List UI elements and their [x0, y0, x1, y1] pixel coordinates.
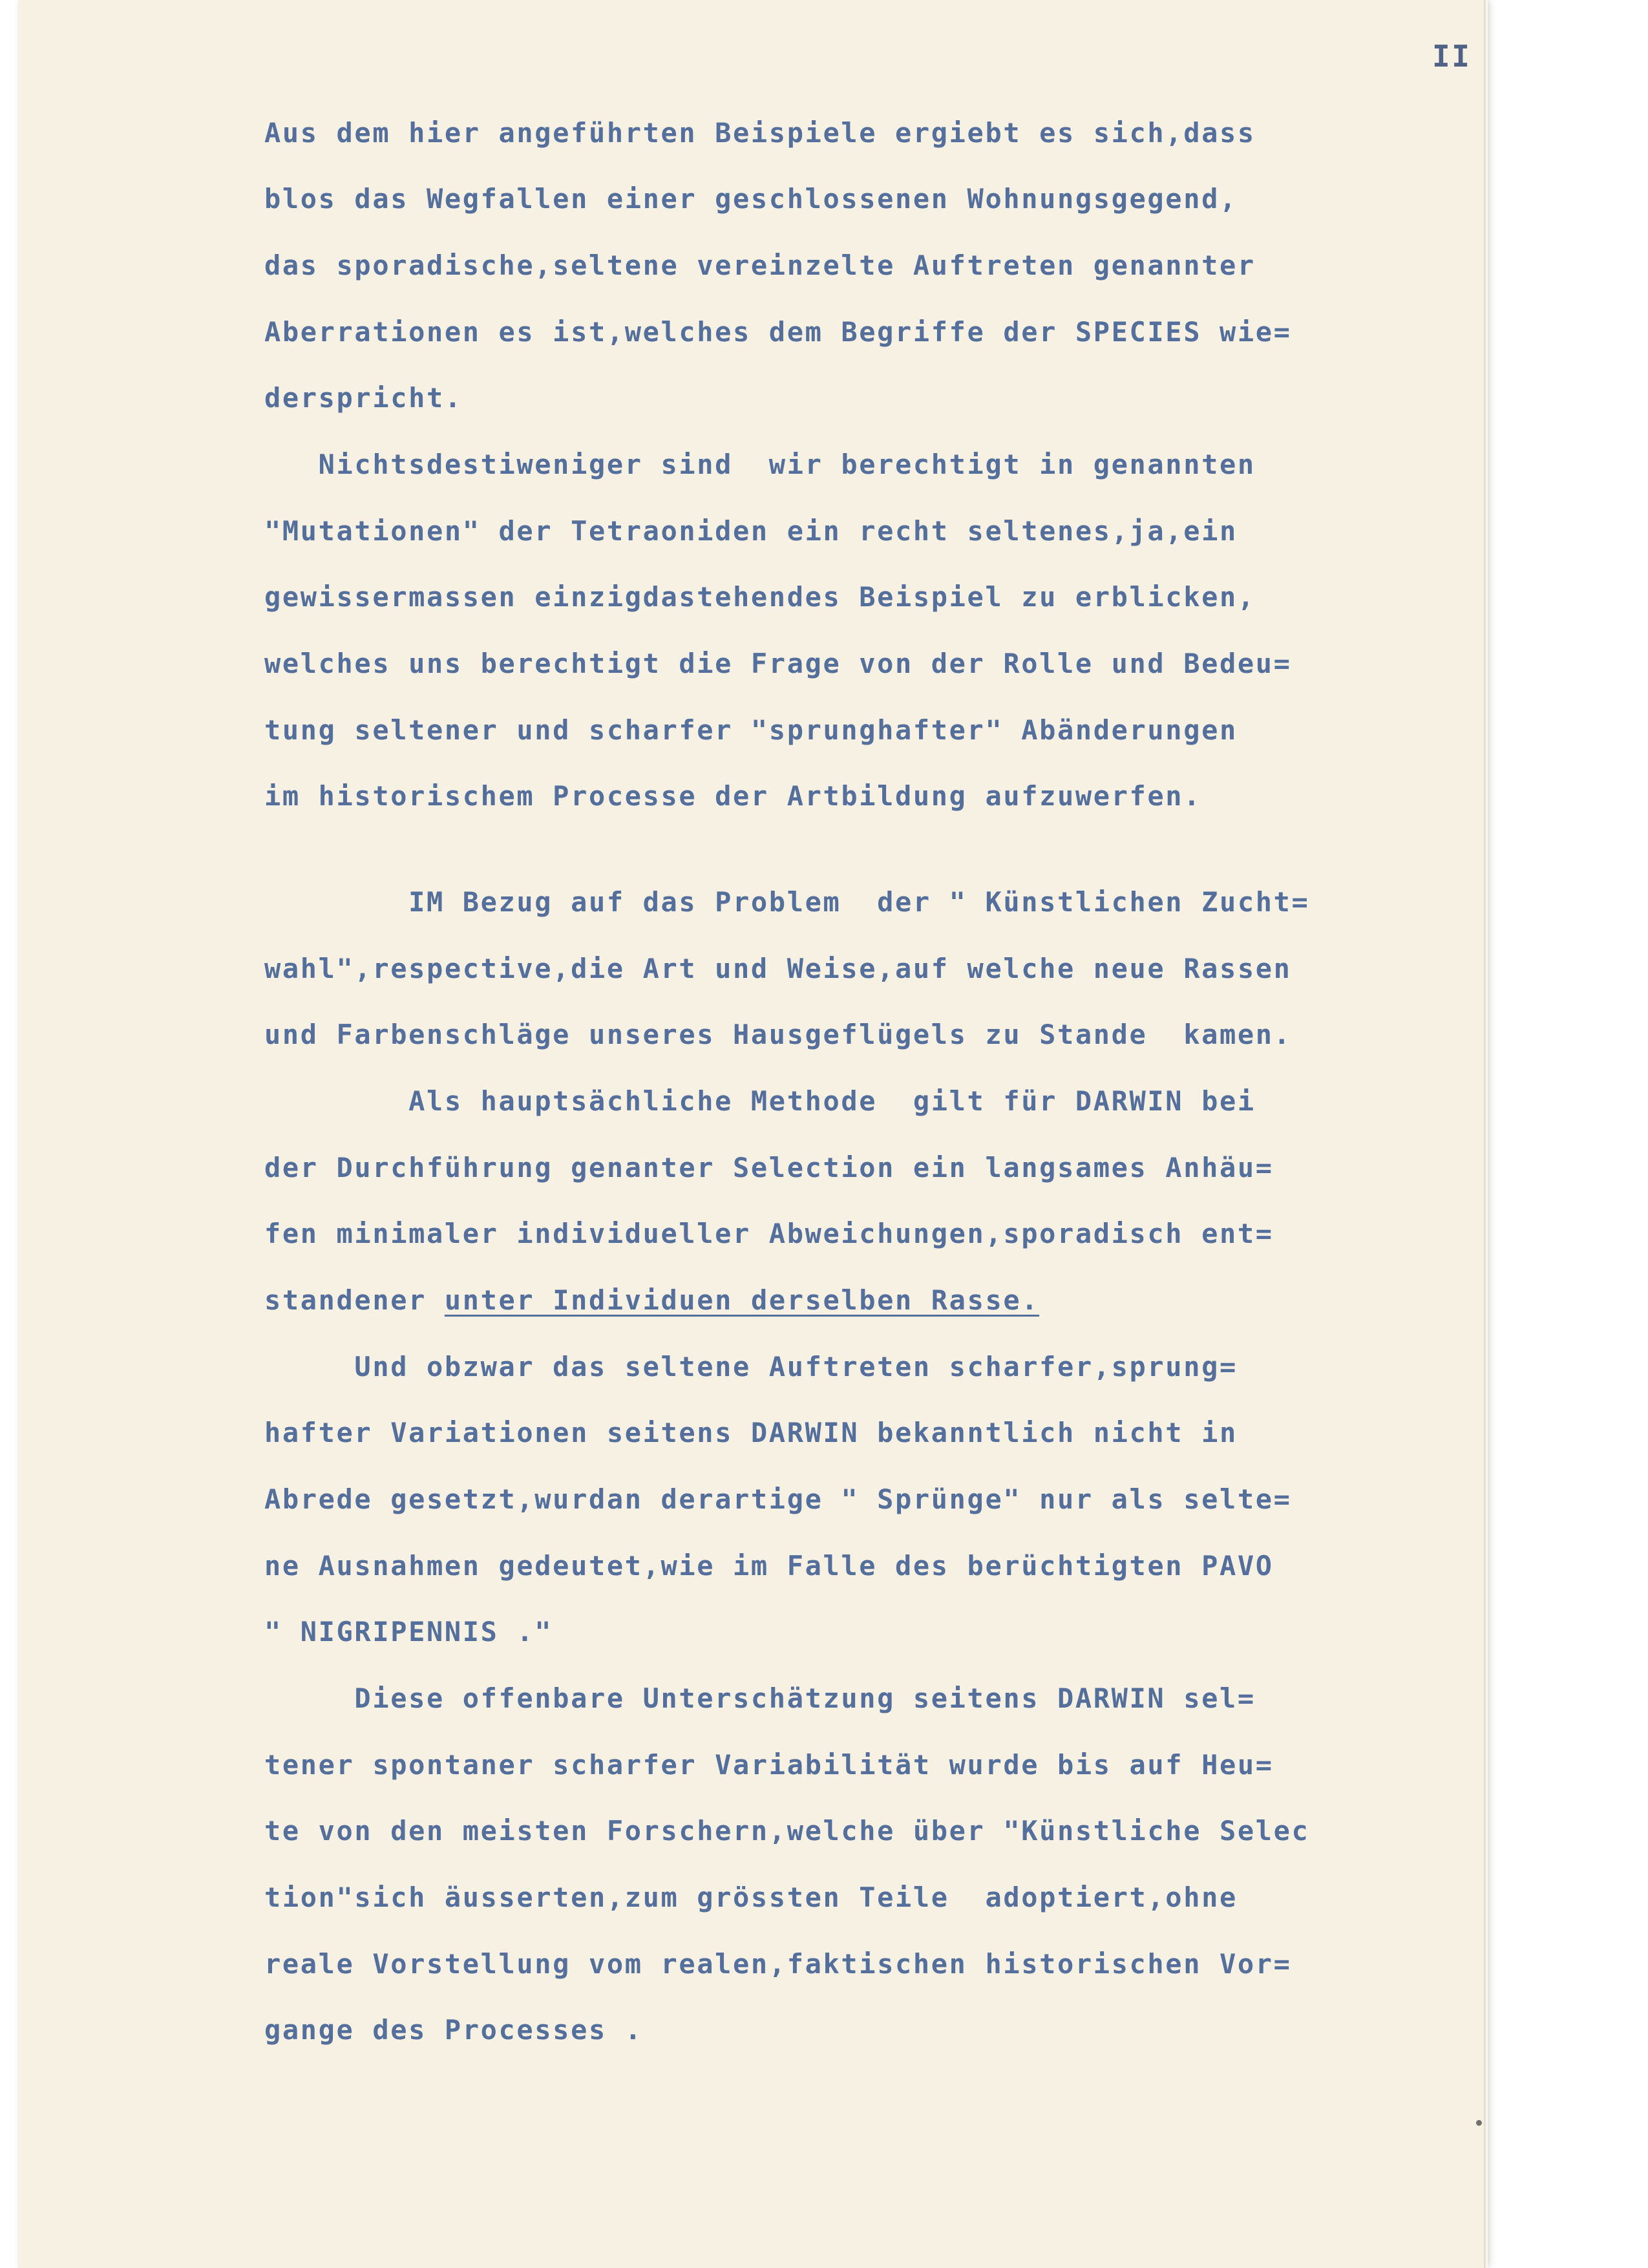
text-line: der Durchführung genanter Selection ein langsames Anhäu= — [264, 1152, 1274, 1183]
text-line: fen minimaler individueller Abweichungen,sporadisch ent= — [264, 1218, 1274, 1249]
text-line: tener spontaner scharfer Variabilität wurde bis auf Heu= — [264, 1749, 1274, 1781]
text-line: reale Vorstellung vom realen,faktischen historischen Vor= — [264, 1948, 1292, 1980]
text-line: gewissermassen einzigdastehendes Beispiel zu erblicken, — [264, 581, 1256, 613]
text-line: Abrede gesetzt,wurdan derartige " Sprünge" nur als selte= — [264, 1483, 1292, 1515]
text-line: tion"sich äusserten,zum grössten Teile adoptiert,ohne — [264, 1881, 1238, 1913]
sheet-edge — [1484, 0, 1488, 2268]
text-line: ne Ausnahmen gedeutet,wie im Falle des berüchtigten PAVO — [264, 1550, 1274, 1582]
text-line: das sporadische,seltene vereinzelte Auftreten genannter — [264, 249, 1256, 281]
text-line-start: standener — [264, 1284, 445, 1316]
paper-spot — [1476, 2120, 1482, 2126]
text-line: und Farbenschläge unseres Hausgeflügels zu Stande kamen. — [264, 1019, 1292, 1050]
text-line: im historischem Processe der Artbildung aufzuwerfen. — [264, 780, 1202, 812]
text-line: Und obzwar das seltene Auftreten scharfer,sprung= — [264, 1351, 1238, 1383]
text-line: Als hauptsächliche Methode gilt für DARWIN bei — [264, 1085, 1256, 1117]
text-line: gange des Processes . — [264, 2014, 643, 2046]
text-line: wahl",respective,die Art und Weise,auf welche neue Rassen — [264, 953, 1292, 984]
text-line: hafter Variationen seitens DARWIN bekanntlich nicht in — [264, 1417, 1238, 1448]
paper-sheet — [18, 0, 1486, 2268]
text-line: tung seltener und scharfer "sprunghafter" Abänderungen — [264, 714, 1238, 746]
text-line — [264, 1284, 1040, 1316]
text-line: welches uns berechtigt die Frage von der Rolle und Bedeu= — [264, 648, 1292, 679]
text-line: IM Bezug auf das Problem der " Künstlichen Zucht= — [264, 886, 1310, 918]
text-line: derspricht. — [264, 382, 463, 414]
text-line: blos das Wegfallen einer geschlossenen Wohnungsgegend, — [264, 183, 1238, 215]
text-line: Diese offenbare Unterschätzung seitens DARWIN sel= — [264, 1682, 1256, 1714]
underlined-phrase: unter Individuen derselben Rasse. — [444, 1284, 1040, 1316]
text-line: Aus dem hier angeführten Beispiele ergiebt es sich,dass — [264, 117, 1256, 149]
page-number: II — [1432, 39, 1472, 74]
text-line: " NIGRIPENNIS ." — [264, 1616, 553, 1648]
text-line: "Mutationen" der Tetraoniden ein recht seltenes,ja,ein — [264, 515, 1238, 547]
text-line: Aberrationen es ist,welches dem Begriffe der SPECIES wie= — [264, 316, 1292, 348]
text-line: te von den meisten Forschern,welche über "Künstliche Selec — [264, 1815, 1310, 1847]
text-line: Nichtsdestiweniger sind wir berechtigt in genannten — [264, 449, 1256, 480]
